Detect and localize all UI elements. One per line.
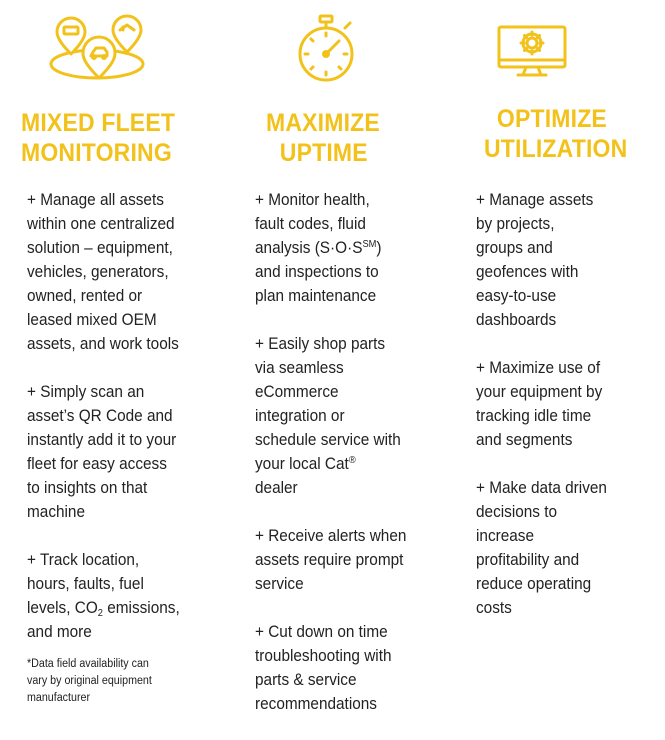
item-line: + Track location, bbox=[27, 551, 140, 569]
item-line: to insights on that bbox=[27, 479, 148, 497]
title-line: MAXIMIZE bbox=[266, 109, 380, 137]
item-line: costs bbox=[476, 599, 512, 617]
item-text: analysis (S·O·S bbox=[255, 239, 363, 257]
title-line: MIXED FLEET bbox=[21, 109, 176, 137]
item-line: asset’s QR Code and bbox=[27, 407, 173, 425]
title-line: UTILIZATION bbox=[484, 135, 628, 163]
feature-item bbox=[476, 356, 657, 452]
item-line: increase bbox=[476, 527, 535, 545]
item-line bbox=[255, 236, 431, 260]
item-text: emissions, bbox=[102, 599, 180, 617]
item-line: and segments bbox=[476, 431, 573, 449]
item-line: + Cut down on time bbox=[255, 623, 388, 641]
feature-item bbox=[27, 548, 208, 644]
subscript: 2 bbox=[97, 608, 103, 619]
feature-item bbox=[476, 188, 657, 332]
item-line: + Manage all assets bbox=[27, 191, 164, 209]
feature-item bbox=[476, 476, 657, 620]
item-line: eCommerce bbox=[255, 383, 339, 401]
feature-item bbox=[255, 620, 431, 716]
feature-item bbox=[27, 188, 208, 356]
item-line bbox=[27, 596, 208, 620]
column-title bbox=[484, 104, 665, 164]
item-text: your local Cat bbox=[255, 455, 349, 473]
item-line: leased mixed OEM bbox=[27, 311, 157, 329]
item-line: your equipment by bbox=[476, 383, 603, 401]
item-line: within one centralized bbox=[27, 215, 175, 233]
item-line: easy-to-use bbox=[476, 287, 557, 305]
footnote-line: vary by original equipment bbox=[27, 675, 152, 687]
footnote-line: *Data field availability can bbox=[27, 658, 149, 670]
item-line: + Make data driven bbox=[476, 479, 607, 497]
item-line: + Simply scan an bbox=[27, 383, 145, 401]
feature-item bbox=[255, 524, 431, 596]
superscript: ® bbox=[348, 455, 356, 466]
column-title bbox=[266, 108, 450, 168]
footnote bbox=[27, 656, 152, 707]
item-text: levels, CO bbox=[27, 599, 98, 617]
item-line bbox=[255, 452, 431, 476]
item-line: fleet for easy access bbox=[27, 455, 167, 473]
item-line: tracking idle time bbox=[476, 407, 592, 425]
item-line: and more bbox=[27, 623, 92, 641]
item-line: solution – equipment, bbox=[27, 239, 173, 257]
item-line: decisions to bbox=[476, 503, 558, 521]
item-line: reduce operating bbox=[476, 575, 592, 593]
item-text: ) bbox=[376, 239, 382, 257]
feature-item bbox=[255, 332, 431, 500]
feature-item bbox=[255, 188, 431, 308]
item-line: + Maximize use of bbox=[476, 359, 601, 377]
item-line: service bbox=[255, 575, 304, 593]
feature-list bbox=[255, 188, 430, 740]
item-line: fault codes, fluid bbox=[255, 215, 366, 233]
item-line: assets, and work tools bbox=[27, 335, 179, 353]
item-line: schedule service with bbox=[255, 431, 401, 449]
item-line: + Manage assets bbox=[476, 191, 594, 209]
item-line: parts & service bbox=[255, 671, 357, 689]
item-line: plan maintenance bbox=[255, 287, 377, 305]
item-line: by projects, bbox=[476, 215, 555, 233]
item-line: assets require prompt bbox=[255, 551, 404, 569]
footnote-line: manufacturer bbox=[27, 692, 91, 704]
item-line: machine bbox=[27, 503, 86, 521]
item-line: + Monitor health, bbox=[255, 191, 370, 209]
column-title bbox=[21, 108, 205, 168]
superscript: SM bbox=[362, 239, 377, 250]
item-line: + Receive alerts when bbox=[255, 527, 407, 545]
item-line: vehicles, generators, bbox=[27, 263, 169, 281]
item-line: geofences with bbox=[476, 263, 579, 281]
item-line: hours, faults, fuel bbox=[27, 575, 144, 593]
title-line: MONITORING bbox=[21, 139, 172, 167]
item-line: instantly add it to your bbox=[27, 431, 177, 449]
item-line: integration or bbox=[255, 407, 345, 425]
item-line: owned, rented or bbox=[27, 287, 143, 305]
stopwatch-icon bbox=[291, 14, 361, 89]
item-line: groups and bbox=[476, 239, 553, 257]
item-line: troubleshooting with bbox=[255, 647, 392, 665]
item-line: via seamless bbox=[255, 359, 344, 377]
feature-list bbox=[27, 188, 207, 668]
item-line: + Easily shop parts bbox=[255, 335, 386, 353]
title-line: UPTIME bbox=[279, 139, 368, 167]
item-line: profitability and bbox=[476, 551, 580, 569]
feature-list bbox=[476, 188, 656, 644]
item-line: dashboards bbox=[476, 311, 557, 329]
monitor-gear-icon bbox=[496, 24, 568, 85]
item-line: dealer bbox=[255, 479, 298, 497]
map-pins-on-platform-icon bbox=[45, 14, 149, 87]
feature-item bbox=[27, 380, 208, 524]
title-line: OPTIMIZE bbox=[496, 105, 607, 133]
item-line: and inspections to bbox=[255, 263, 379, 281]
item-line: recommendations bbox=[255, 695, 377, 713]
